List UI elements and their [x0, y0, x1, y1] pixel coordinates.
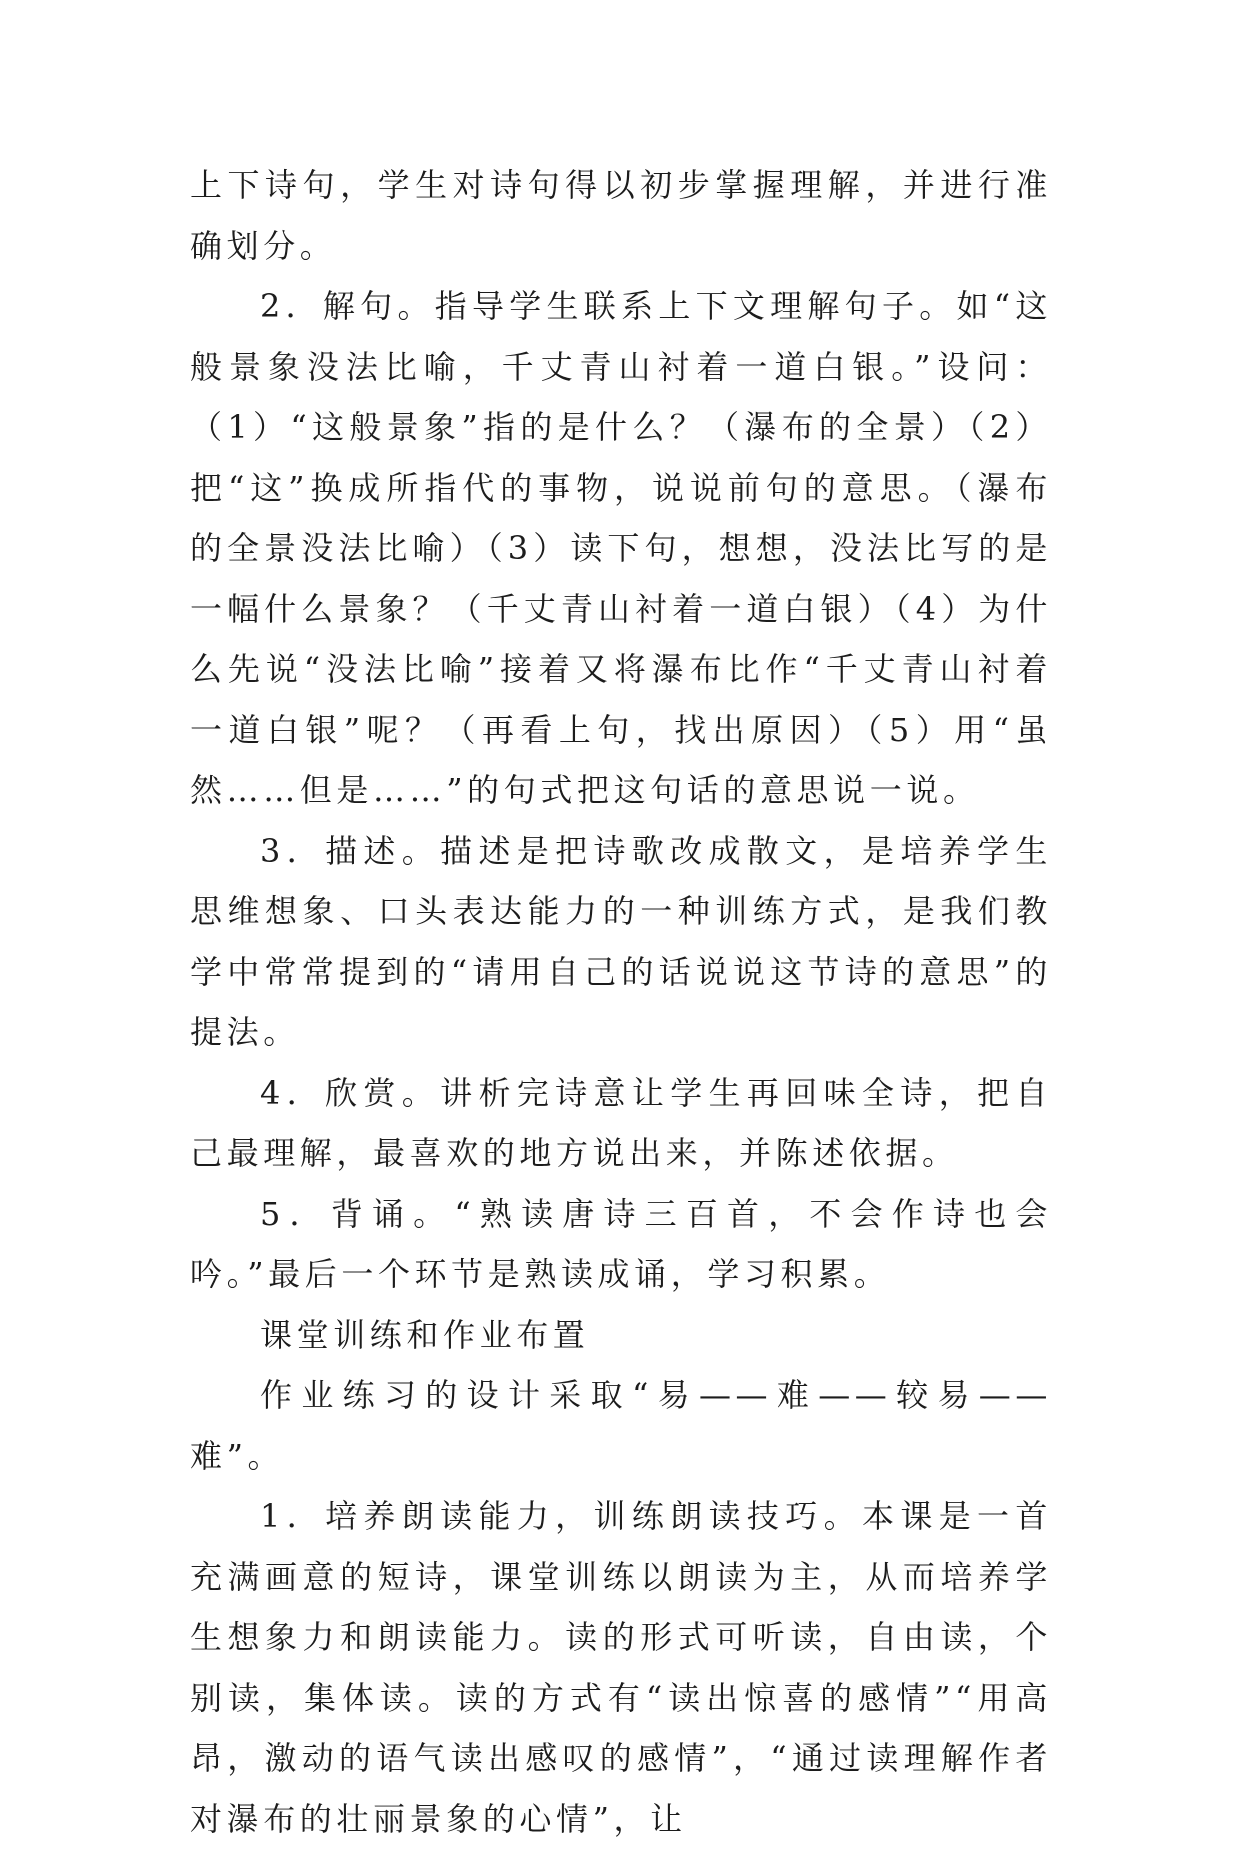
paragraph-homework-design: 作业练习的设计采取“易——难——较易——难”。 [190, 1376, 1052, 1475]
paragraph-explain-sentence: 2．解句。指导学生联系上下文理解句子。如“这般景象没法比喻，千丈青山衬着一道白银。”设问：（1）“这般景象”指的是什么？（瀑布的全景）（2）把“这”换成所指代的事物，说说前句的意思。（瀑布的全景没法比喻）（3）读下句，想想，没法比写的是一幅什么景象？（千丈青山衬着一道白银）（4）为什么先说“没法比喻”接着又将瀑布比作“千丈青山衬着一道白银”呢？（再看上句，找出原因）（5）用“虽然……但是……”的句式把这句话的意思说一说。 [190, 287, 1052, 809]
paragraph-recite: 5．背诵。“熟读唐诗三百首，不会作诗也会吟。”最后一个环节是熟读成诵，学习积累。 [190, 1194, 1052, 1293]
body-text [190, 155, 1052, 1849]
paragraph-appreciate: 4．欣赏。讲析完诗意让学生再回味全诗，把自己最理解，最喜欢的地方说出来，并陈述依据。 [190, 1073, 1052, 1172]
paragraph-describe: 3．描述。描述是把诗歌改成散文，是培养学生思维想象、口头表达能力的一种训练方式，是我们教学中常常提到的“请用自己的话说说这节诗的意思”的提法。 [190, 831, 1052, 1051]
paragraph-continuation: 上下诗句，学生对诗句得以初步掌握理解，并进行准确划分。 [190, 166, 1052, 265]
paragraph-reading-ability: 1．培养朗读能力，训练朗读技巧。本课是一首充满画意的短诗，课堂训练以朗读为主，从而培养学生想象力和朗读能力。读的形式可听读，自由读，个别读，集体读。读的方式有“读出惊喜的感情”“用高昂，激动的语气读出感叹的感情”，“通过读理解作者对瀑布的壮丽景象的心情”，让 [190, 1497, 1052, 1838]
section-heading-classroom-training: 课堂训练和作业布置 [260, 1315, 590, 1354]
